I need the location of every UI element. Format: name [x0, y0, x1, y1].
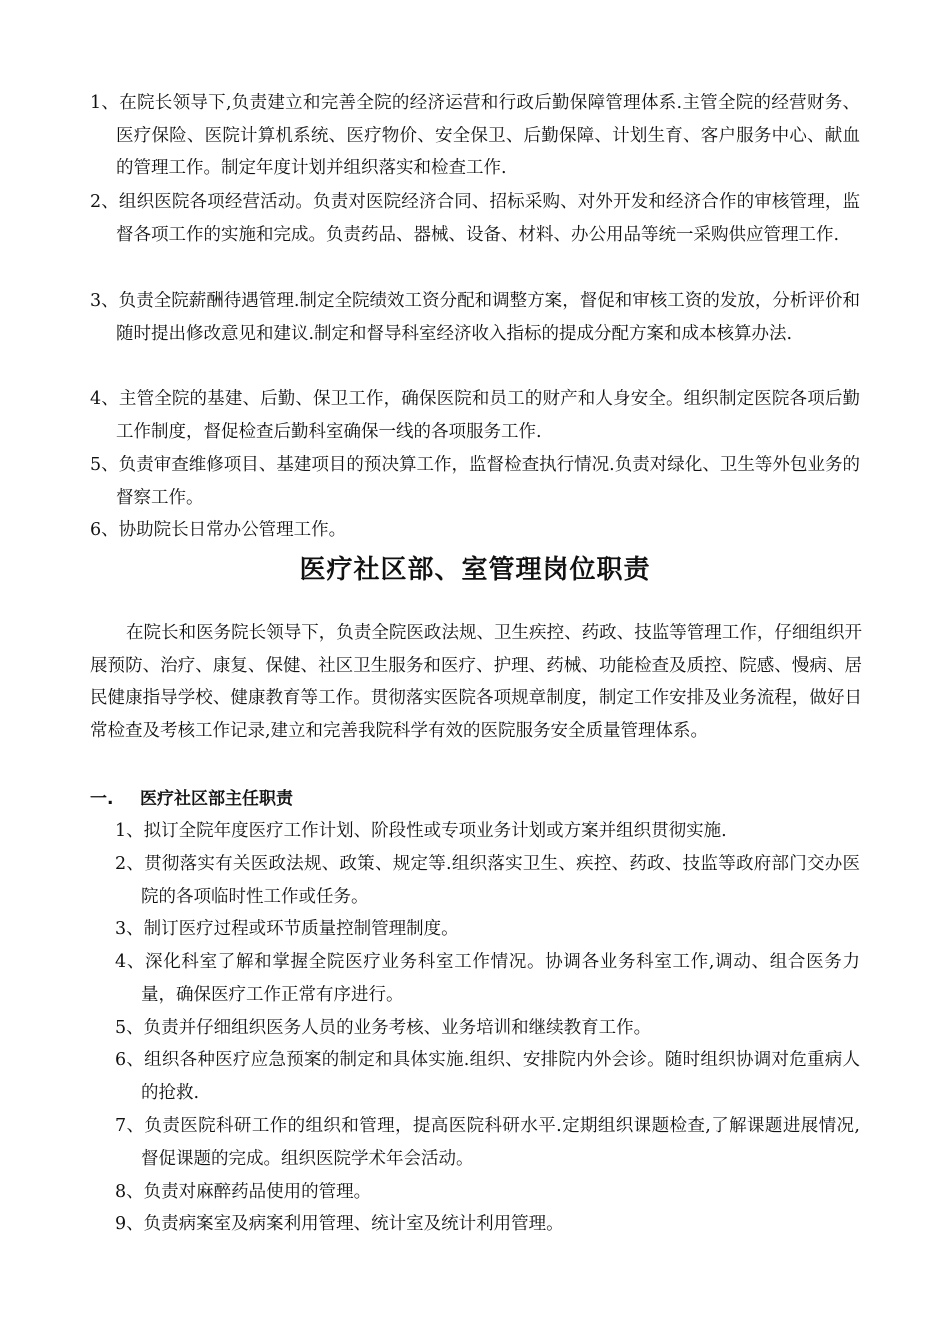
- intro-paragraph: 在院长和医务院长领导下，负责全院医政法规、卫生疾控、药政、技监等管理工作，仔细组织开展预防、治疗、康复、保健、社区卫生服务和医疗、护理、药械、功能检查及质控、院感、慢病、居民健康指导学校、健康教育等工作。贯彻落实医院各项规章制度，制定工作安排及业务流程，做好日常检查及考核工作记录,建立和完善我院科学有效的医院服务安全质量管理体系。: [90, 623, 862, 741]
- section-heading: [90, 783, 293, 815]
- section-heading-text: 医疗社区部主任职责: [140, 789, 293, 809]
- list-item: 3、制订医疗过程或环节质量控制管理制度。: [115, 919, 459, 939]
- list-item: 3、负责全院薪酬待遇管理.制定全院绩效工资分配和调整方案，督促和审核工资的发放，分析评价和随时提出修改意见和建议.制定和督导科室经济收入指标的提成分配方案和成本核算办法.: [90, 291, 860, 344]
- list-item: 2、组织医院各项经营活动。负责对医院经济合同、招标采购、对外开发和经济合作的审核管理，监督各项工作的实施和完成。负责药品、器械、设备、材料、办公用品等统一采购供应管理工作.: [90, 192, 860, 245]
- list-item: 4、主管全院的基建、后勤、保卫工作，确保医院和员工的财产和人身安全。组织制定医院各项后勤工作制度，督促检查后勤科室确保一线的各项服务工作.: [90, 389, 860, 442]
- list-item: 5、负责审查维修项目、基建项目的预决算工作，监督检查执行情况.负责对绿化、卫生等外包业务的督察工作。: [90, 455, 860, 508]
- list-item: 1、在院长领导下,负责建立和完善全院的经济运营和行政后勤保障管理体系.主管全院的经营财务、医疗保险、医院计算机系统、医疗物价、安全保卫、后勤保障、计划生育、客户服务中心、献血的管理工作。制定年度计划并组织落实和检查工作.: [90, 93, 860, 179]
- list-item: 2、贯彻落实有关医政法规、政策、规定等.组织落实卫生、疾控、药政、技监等政府部门交办医院的各项临时性工作或任务。: [115, 854, 860, 907]
- list-item: 6、组织各种医疗应急预案的制定和具体实施.组织、安排院内外会诊。随时组织协调对危重病人的抢救.: [115, 1050, 860, 1103]
- list-item: 8、负责对麻醉药品使用的管理。: [115, 1182, 372, 1202]
- list-item: 9、负责病案室及病案利用管理、统计室及统计利用管理。: [115, 1214, 564, 1234]
- page-title: 医疗社区部、室管理岗位职责: [299, 555, 651, 585]
- list-item: 1、拟订全院年度医疗工作计划、阶段性或专项业务计划或方案并组织贯彻实施.: [115, 821, 727, 841]
- list-item: 6、协助院长日常办公管理工作。: [90, 520, 347, 540]
- list-item: 4、深化科室了解和掌握全院医疗业务科室工作情况。协调各业务科室工作,调动、组合医务力量，确保医疗工作正常有序进行。: [115, 952, 860, 1005]
- list-item: 5、负责并仔细组织医务人员的业务考核、业务培训和继续教育工作。: [115, 1018, 652, 1038]
- section-number: 一.: [90, 789, 114, 809]
- list-item: 7、负责医院科研工作的组织和管理，提高医院科研水平.定期组织课题检查,了解课题进展情况,督促课题的完成。组织医院学术年会活动。: [115, 1116, 860, 1169]
